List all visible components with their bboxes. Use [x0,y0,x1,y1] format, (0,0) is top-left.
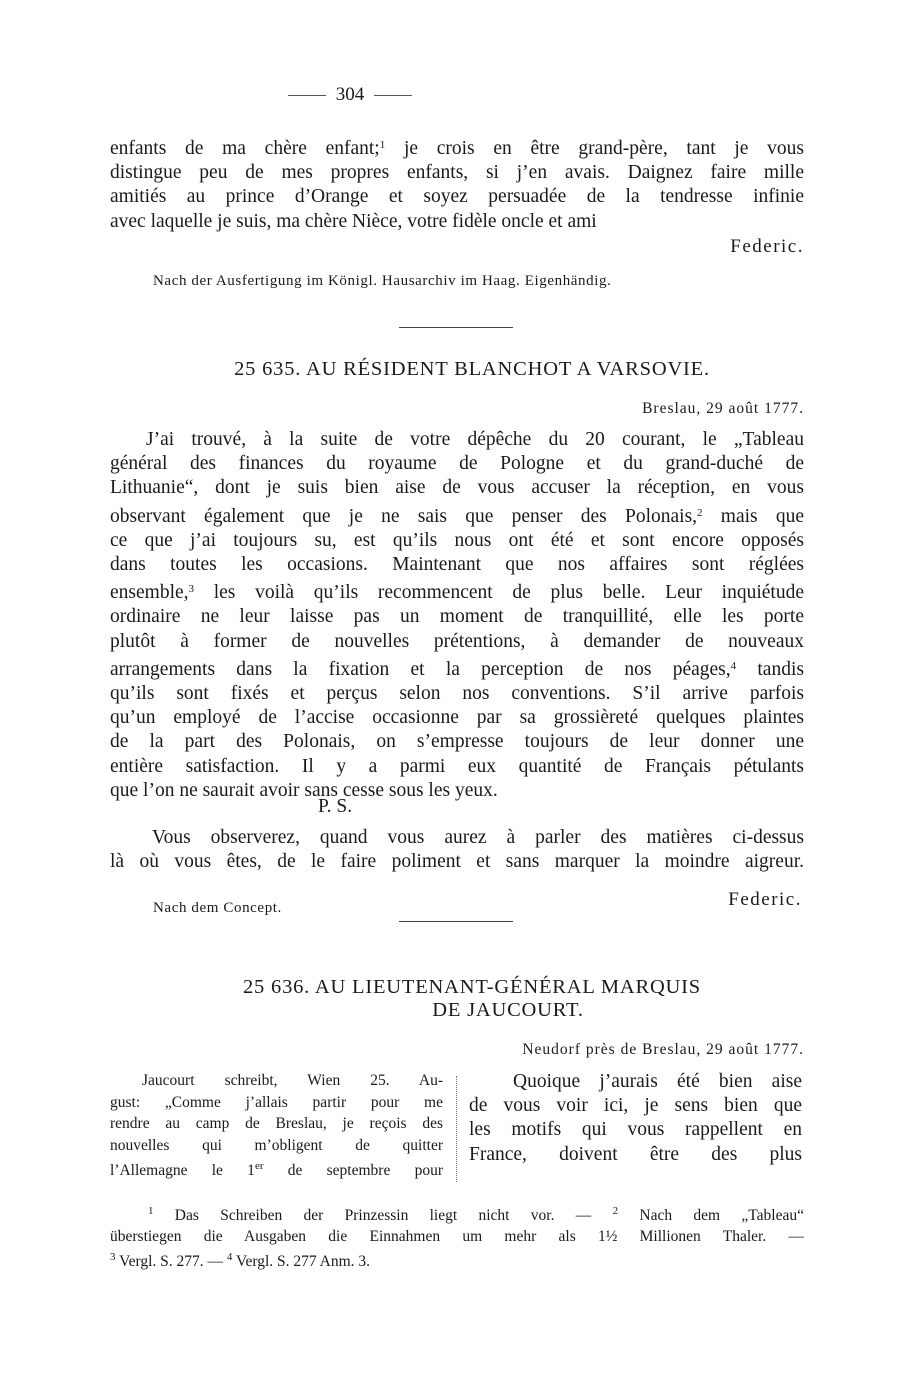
text-line: là où vous êtes, de le faire poliment et sans marquer la moindre aigreur. [110,851,804,873]
text-line: plutôt à former de nouvelles prétentions, à demander de nouveaux [110,630,804,652]
text-line: distingue peu de mes propres enfants, si j’en avais. Daignez faire mille [110,162,804,184]
text-line: dans toutes les occasions. Maintenant que nos affaires sont réglées [110,554,804,576]
ps-text [110,826,804,874]
summary-column [110,1070,443,1182]
text-line: Vous observerez, quand vous aurez à parler des matières ci-dessus [152,827,804,848]
text-line: l’Allemagne le 1er de septembre pour [110,1160,443,1179]
footnote-line: $^3$ Vergl. S. 277. — $^4$ Vergl. S. 277 Anm. 3. [110,1251,371,1270]
text-line: qu’un employé de l’accise occasionne par sa grossièreté quelques plaintes [110,707,804,729]
text-line: ce que j’ai toujours su, est qu’ils nous ont été et sont encore opposés [110,529,804,551]
section-rule [399,921,513,922]
letter-heading: 25 635. AU RÉSIDENT BLANCHOT A VARSOVIE. [234,358,710,380]
letter-end-text [110,133,804,234]
text-line: les motifs qui vous rappellent en [469,1119,802,1141]
text-line: de vous voir ici, je sens bien que [469,1095,802,1117]
text-line: observant également que je ne sais que penser des Polonais,$^2$ mais que [110,505,805,527]
footnote-ref: 2 [697,506,703,519]
text-line: que l’on ne saurait avoir sans cesse sous les yeux. [110,779,498,801]
right-dash [374,95,412,96]
text-line: général des finances du royaume de Pologne et du grand-duché de [110,453,804,475]
signature: Federic. [728,889,802,910]
text-line: J’ai trouvé, à la suite de votre dépêche du 20 courant, le „Tableau [146,429,804,450]
letter-body [110,428,804,803]
text-line: enfants de ma chère enfant;$^1$ je crois en être grand-père, tant je vous [110,138,804,159]
text-line: rendre au camp de Breslau, je reçois des [110,1115,443,1132]
letter-column [469,1070,802,1167]
page-number: 304 [335,84,365,105]
source-note: Nach dem Concept. [153,900,282,916]
signature: Federic. [730,236,804,257]
footnote-ref: 3 [188,583,195,596]
ps-label: P. S. [318,796,353,817]
text-line: nouvelles qui m’obligent de quitter [110,1136,443,1154]
left-dash [288,95,326,96]
ps-body [110,826,804,874]
text-line: ordinaire ne leur laisse pas un moment de tranquillité, elle les porte [110,606,804,628]
text-line: gust: „Comme j’allais partir pour me [110,1093,443,1111]
text-line: avec laquelle je suis, ma chère Nièce, votre fidèle oncle et ami [110,210,597,232]
letter-end-block [110,133,804,234]
letter-heading-line2: DE JAUCOURT. [432,999,584,1021]
text-line: France, doivent être des plus [469,1143,802,1165]
letter-heading: 25 636. AU LIEUTENANT-GÉNÉRAL MARQUIS [243,976,701,998]
text-line: de la part des Polonais, on s’empresse toujours de leur donner une [110,731,804,753]
text-line: Quoique j’aurais été bien aise [513,1071,802,1092]
footnote-ref: 1 [379,139,386,151]
column-divider [456,1076,457,1182]
footnote-line: $^1$ Das Schreiben der Prinzessin liegt nicht vor. — $^2$ Nach dem „Tableau“ [148,1205,804,1224]
section-rule [399,327,513,328]
superscript: er [254,1160,264,1172]
text-line: arrangements dans la fixation et la perception de nos péages,$^4$ tandis [110,658,804,680]
text-line: Jaucourt schreibt, Wien 25. Au- [142,1072,443,1089]
text-line: qu’ils sont fixés et perçus selon nos conventions. S’il arrive parfois [110,683,804,705]
text-line: amitiés au prince d’Orange et soyez persuadée de la tendresse infinie [110,186,804,208]
footnote-ref: 4 [730,659,737,672]
dateline: Breslau, 29 août 1777. [642,400,804,417]
text-line: ensemble,$^3$ les voilà qu’ils recommencent de plus belle. Leur inquiétude [110,582,804,604]
text-line: entière satisfaction. Il y a parmi eux quantité de Français pétulants [110,755,804,777]
page-number-row [270,84,430,106]
footnotes [110,1201,804,1272]
dateline: Neudorf près de Breslau, 29 août 1777. [522,1041,804,1058]
two-column-block [110,1070,804,1185]
footnote-line: überstiegen die Ausgaben die Einnahmen um mehr als 1½ Millionen Thaler. — [110,1228,804,1245]
text-line: Lithuanie“, dont je suis bien aise de vous accuser la réception, en vous [110,477,804,499]
source-note: Nach der Ausfertigung im Königl. Hausarchiv im Haag. Eigenhändig. [153,273,612,289]
letter-text [110,428,804,803]
